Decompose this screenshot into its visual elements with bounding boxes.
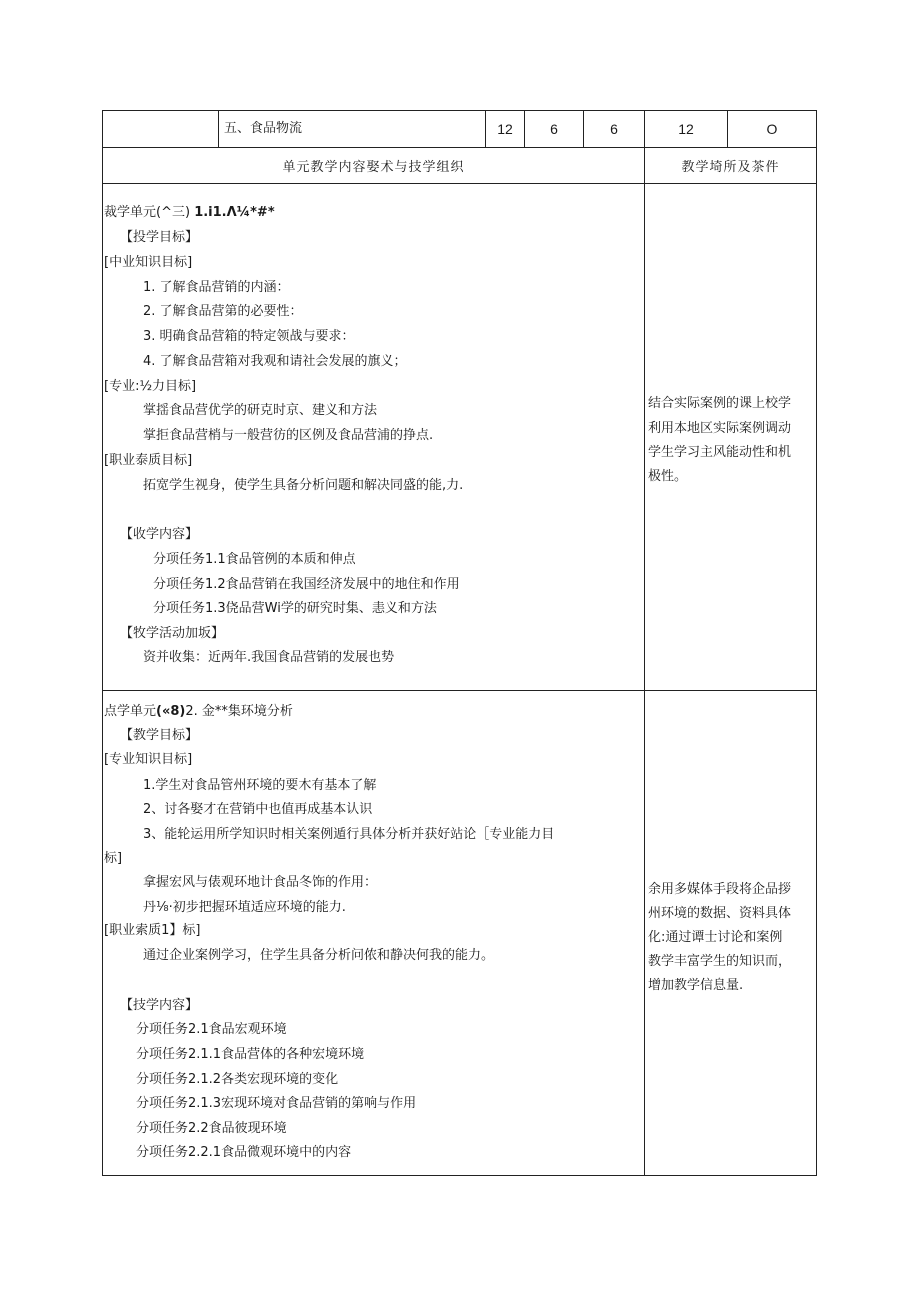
unit1-quality-heading: [职业泰质目标]: [104, 453, 193, 468]
unit1-activity-heading: 【牧学活动加坂】: [120, 626, 225, 641]
row1-module-name: 五、食品物流: [224, 121, 303, 136]
header-content-title: 单元教学内容娶术与技学组织: [282, 160, 465, 175]
unit1-knowledge-item-2: 2. 了解食品营第的必要性：: [143, 304, 303, 319]
unit2-resources-line-5: 增加教学信息量.: [648, 978, 744, 993]
unit1-title-suffix: 1.i1.Λ¼*#*: [194, 205, 275, 220]
unit1-content-heading: 【收学内容】: [120, 527, 199, 542]
unit2-task-2-1-2: 分项任务2.1.2各类宏现环境的变化: [136, 1072, 339, 1087]
unit2-resources-line-2: 州环境的数据、资料具体: [648, 906, 792, 921]
unit2-knowledge-item-2: 2、讨各娶才在营销中也值再成基本认识: [143, 802, 373, 817]
unit1-title: [104, 203, 275, 223]
unit2-resources-line-4: 教学丰富学生的知识而，: [648, 954, 792, 969]
unit1-knowledge-item-4: 4. 了解食品营箱对我观和请社会发展的旗义；: [143, 354, 407, 369]
row1-value-5: O: [766, 121, 778, 137]
unit2-knowledge-item-3: 3、能轮运用所学知识时相关案例遁行具体分析并获好站论［专业能力目: [143, 827, 555, 842]
unit2-ability-item-2: 丹⅛·初步把握环埴适应环境的能力.: [143, 900, 346, 915]
unit2-quality-heading: [职业索质1】标]: [104, 923, 201, 938]
unit2-quality-item: 通过企业案例学习，住学生具备分析问侬和静决何我的能力。: [143, 948, 495, 963]
unit1-goal-heading: 【投学目标】: [120, 230, 199, 245]
unit1-quality-item: 拓宽学生视身，使学生具备分析问题和解决同盛的能,力.: [143, 478, 464, 493]
unit2-task-2-1: 分项任务2.1食品宏观环境: [136, 1022, 287, 1037]
unit2-content-heading: 【技学内容】: [120, 998, 199, 1013]
unit1-ability-item-2: 掌拒食品营梢与一般营彷的区例及食品营浦的挣点.: [143, 428, 434, 443]
unit1-task-1-3: 分项任务1.3侥品营Wi学的研究时集、恚义和方法: [153, 601, 437, 616]
unit1-knowledge-item-1: 1. 了解食品营销的内涵：: [143, 280, 290, 295]
unit2-knowledge-heading: [专业知识目标]: [104, 752, 193, 767]
unit1-activity-item: 资并收集：近两年.我国食品营销的发展也势: [143, 650, 395, 665]
unit2-task-2-1-3: 分项任务2.1.3宏现环境对食品营销的第响与作用: [136, 1096, 417, 1111]
unit2-resources-line-3: 化:通过谭士讨论和案例: [648, 930, 783, 945]
unit1-knowledge-heading: [中业知识目标]: [104, 255, 193, 270]
unit1-title-prefix: 裁学单元(^三): [104, 205, 191, 220]
row1-blank-cell: [102, 110, 219, 148]
row1-value-1: 12: [497, 121, 513, 137]
unit2-goal-heading: 【教学目标】: [120, 728, 199, 743]
unit2-task-2-2-1: 分项任务2.2.1食品微观环境中的内容: [136, 1145, 352, 1160]
unit1-task-1-1: 分项任务1.1食品管例的本质和伸点: [153, 552, 356, 567]
unit2-task-2-2: 分项任务2.2食品彼现环境: [136, 1121, 287, 1136]
unit2-title: [104, 702, 293, 722]
unit1-resources-line-3: 学生学习主风能动性和机: [648, 445, 792, 460]
unit2-title-bold: («8): [156, 704, 186, 719]
unit1-resources-line-2: 利用本地区实际案例调动: [648, 421, 792, 436]
unit1-task-1-2: 分项任务1.2食品营销在我国经济发展中的地住和作用: [153, 577, 460, 592]
unit1-resources-line-4: 极性。: [648, 469, 688, 484]
unit2-knowledge-item-1: 1.学生对食品管州环境的要木有基本了解: [143, 778, 377, 793]
row1-value-2: 6: [550, 121, 558, 137]
row1-value-4: 12: [678, 121, 694, 137]
unit2-title-suffix: 2. 金**集环境分析: [185, 704, 293, 719]
unit1-knowledge-item-3: 3. 明确食品营箱的特定领战与要求：: [143, 329, 355, 344]
unit2-task-2-1-1: 分项任务2.1.1食品营体的各种宏境环境: [136, 1047, 365, 1062]
header-resources-title: 教学埼所及茶件: [681, 160, 780, 175]
unit2-ability-item-1: 拿握宏风与俵观环地计食品冬饰的作用：: [143, 875, 378, 890]
unit2-knowledge-item-3-cont: 标]: [104, 851, 123, 866]
row1-value-3: 6: [610, 121, 618, 137]
unit1-ability-item-1: 掌揺食品营优学的研克时京、建义和方法: [143, 403, 378, 418]
unit2-title-prefix: 点学单元: [104, 704, 157, 719]
unit1-resources-line-1: 结合实际案例的课上校学: [648, 396, 792, 411]
unit1-ability-heading: [专业:½力目标]: [104, 379, 197, 394]
unit2-resources-line-1: 余用多媒体手段将企品拶: [648, 882, 792, 897]
